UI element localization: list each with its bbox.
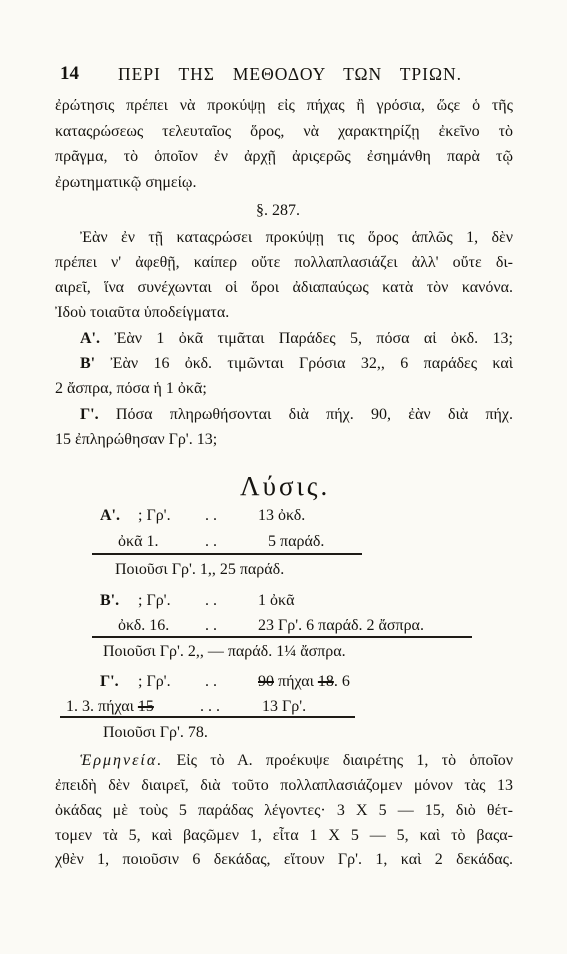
solution-heading: Λύσις. — [240, 471, 331, 501]
running-head: ΠΕΡΙ ΤΗΣ ΜΕΘΟΔΟΥ ΤΩΝ ΤΡΙΩΝ. — [118, 64, 462, 84]
solution-c-rule — [60, 716, 355, 718]
solution-b-label: Β'. — [100, 592, 120, 609]
example-b — [80, 354, 513, 374]
struck-number: 15 — [137, 698, 154, 715]
intro-line: ἐρωτηματικῷ σημείῳ. — [55, 174, 197, 191]
intro-line: πρᾶγμα, τὸ ὁποῖον ἐν ἀρχῇ ἀριςερῶς ἐσημάνθη παρὰ τῷ — [55, 148, 513, 165]
solution-a-given: 13 ὀκδ. — [258, 507, 306, 524]
solution-a-result: Ποιοῦσι Γρ'. 1,, 25 παράδ. — [115, 561, 285, 578]
struck-number: 18 — [317, 673, 334, 690]
solution-b-given: 1 ὀκᾶ — [258, 592, 295, 609]
example-text: Πόσα πληρωθήσονται διὰ πήχ. 90, ἐὰν διὰ πήχ. — [115, 406, 514, 423]
example-text: Ἐὰν 16 ὀκδ. τιμῶνται Γρόσια 32,, 6 παράδες καὶ — [110, 355, 514, 372]
solution-a-dots: . . — [205, 533, 217, 550]
interpretation-line: τομεν τὰ 5, καὶ βαςῶμεν 1, εἶτα 1 X 5 — 5, καὶ τὸ βαςα- — [55, 827, 513, 844]
interpretation-first-line — [80, 751, 513, 771]
solution-c-unit: ; Γρ'. — [138, 673, 171, 690]
example-text: Ἐὰν 1 ὀκᾶ τιμᾶται Παράδες 5, πόσα αἱ ὀκδ. 13; — [114, 330, 514, 347]
rule-line: Ἰδοὺ τοιαῦτα ὑποδείγματα. — [55, 304, 230, 321]
solution-b-rule — [92, 636, 472, 638]
solution-b-dots: . . — [205, 617, 217, 634]
interpretation-line: ὀκάδας μὲ τοὺς 5 παράδας λέγοντες· 3 X 5 — 15, διὸ θέτ- — [55, 802, 513, 819]
solution-b-known: ὀκδ. 16. — [118, 617, 170, 634]
intro-line: καταςρώσεως τελευταῖος ὅρος, νὰ χαρακτηρίζῃ ἐκεῖνο τὸ — [55, 123, 513, 140]
solution-b-dots: . . — [205, 592, 217, 609]
rule-line: πρέπει ν' ἀφεθῇ, καίπερ οὔτε πολλαπλασιάζει ἀλλ' οὔτε δι- — [55, 254, 513, 271]
solution-c-result: Ποιοῦσι Γρ'. 78. — [103, 724, 208, 741]
section-number: §. 287. — [256, 202, 300, 219]
intro-line: ἐρώτησις πρέπει νὰ προκύψῃ εἰς πήχας ἢ γρόσια, ὥςε ὁ τῆς — [55, 97, 513, 114]
solution-a-unit: ; Γρ'. — [138, 507, 171, 524]
example-label: Γ'. — [80, 406, 99, 423]
solution-c-dots: . . — [205, 673, 217, 690]
solution-a-label: Α'. — [100, 507, 120, 524]
example-c-continuation: 15 ἐπληρώθησαν Γρ'. 13; — [55, 431, 218, 448]
solution-c-known-value: 13 Γρ'. — [262, 698, 307, 715]
solution-a-rule — [92, 553, 362, 555]
example-label: Β' — [80, 355, 96, 372]
interpretation-label: Ἑρμηνεία. — [80, 752, 164, 769]
reduced-number: . 6 — [333, 673, 350, 690]
example-c — [80, 405, 513, 425]
struck-number: 90 — [258, 673, 274, 690]
solution-c-dots: . . . — [200, 698, 220, 715]
interpretation-line: ἐπειδὴ δὲν διαιρεῖ, διὰ τοῦτο πολλαπλασιάζομεν μόνον τὰς 13 — [55, 777, 513, 794]
rule-line: αιρεῖ, ἵνα συνέχωνται οἱ ὅροι ἀδιαπαύςως κατὰ τὸν κανόνα. — [55, 279, 513, 296]
solution-a-known-value: 5 παράδ. — [268, 533, 325, 550]
example-a — [80, 329, 513, 349]
solution-c-known — [66, 697, 154, 717]
solution-a-known: ὀκᾶ 1. — [118, 533, 159, 550]
interpretation-line: χθὲν 1, ποιοῦσιν 6 δεκάδας, εἴτουν Γρ'. 1, καὶ 2 δεκάδας. — [55, 851, 513, 868]
solution-c-given — [258, 672, 350, 692]
known-lead: 1. 3. πήχαι — [66, 698, 134, 715]
page-number: 14 — [60, 63, 79, 84]
example-b-continuation: 2 ἄσπρα, πόσα ἡ 1 ὀκᾶ; — [55, 380, 207, 397]
solution-b-unit: ; Γρ'. — [138, 592, 171, 609]
example-label: Α'. — [80, 330, 100, 347]
rule-line: Ἐὰν ἐν τῇ καταςρώσει προκύψῃ τις ὅρος ἁπλῶς 1, δὲν — [80, 229, 513, 246]
unit-word: πήχαι — [278, 673, 314, 690]
interpretation-text: Εἰς τὸ Α. προέκυψε διαιρέτης 1, τὸ ὁποῖον — [176, 752, 513, 769]
solution-b-known-value: 23 Γρ'. 6 παράδ. 2 ἄσπρα. — [258, 617, 424, 634]
solution-a-dots: . . — [205, 507, 217, 524]
solution-b-result: Ποιοῦσι Γρ'. 2,, — παράδ. 1¼ ἄσπρα. — [103, 643, 346, 660]
solution-c-label: Γ'. — [100, 673, 119, 690]
